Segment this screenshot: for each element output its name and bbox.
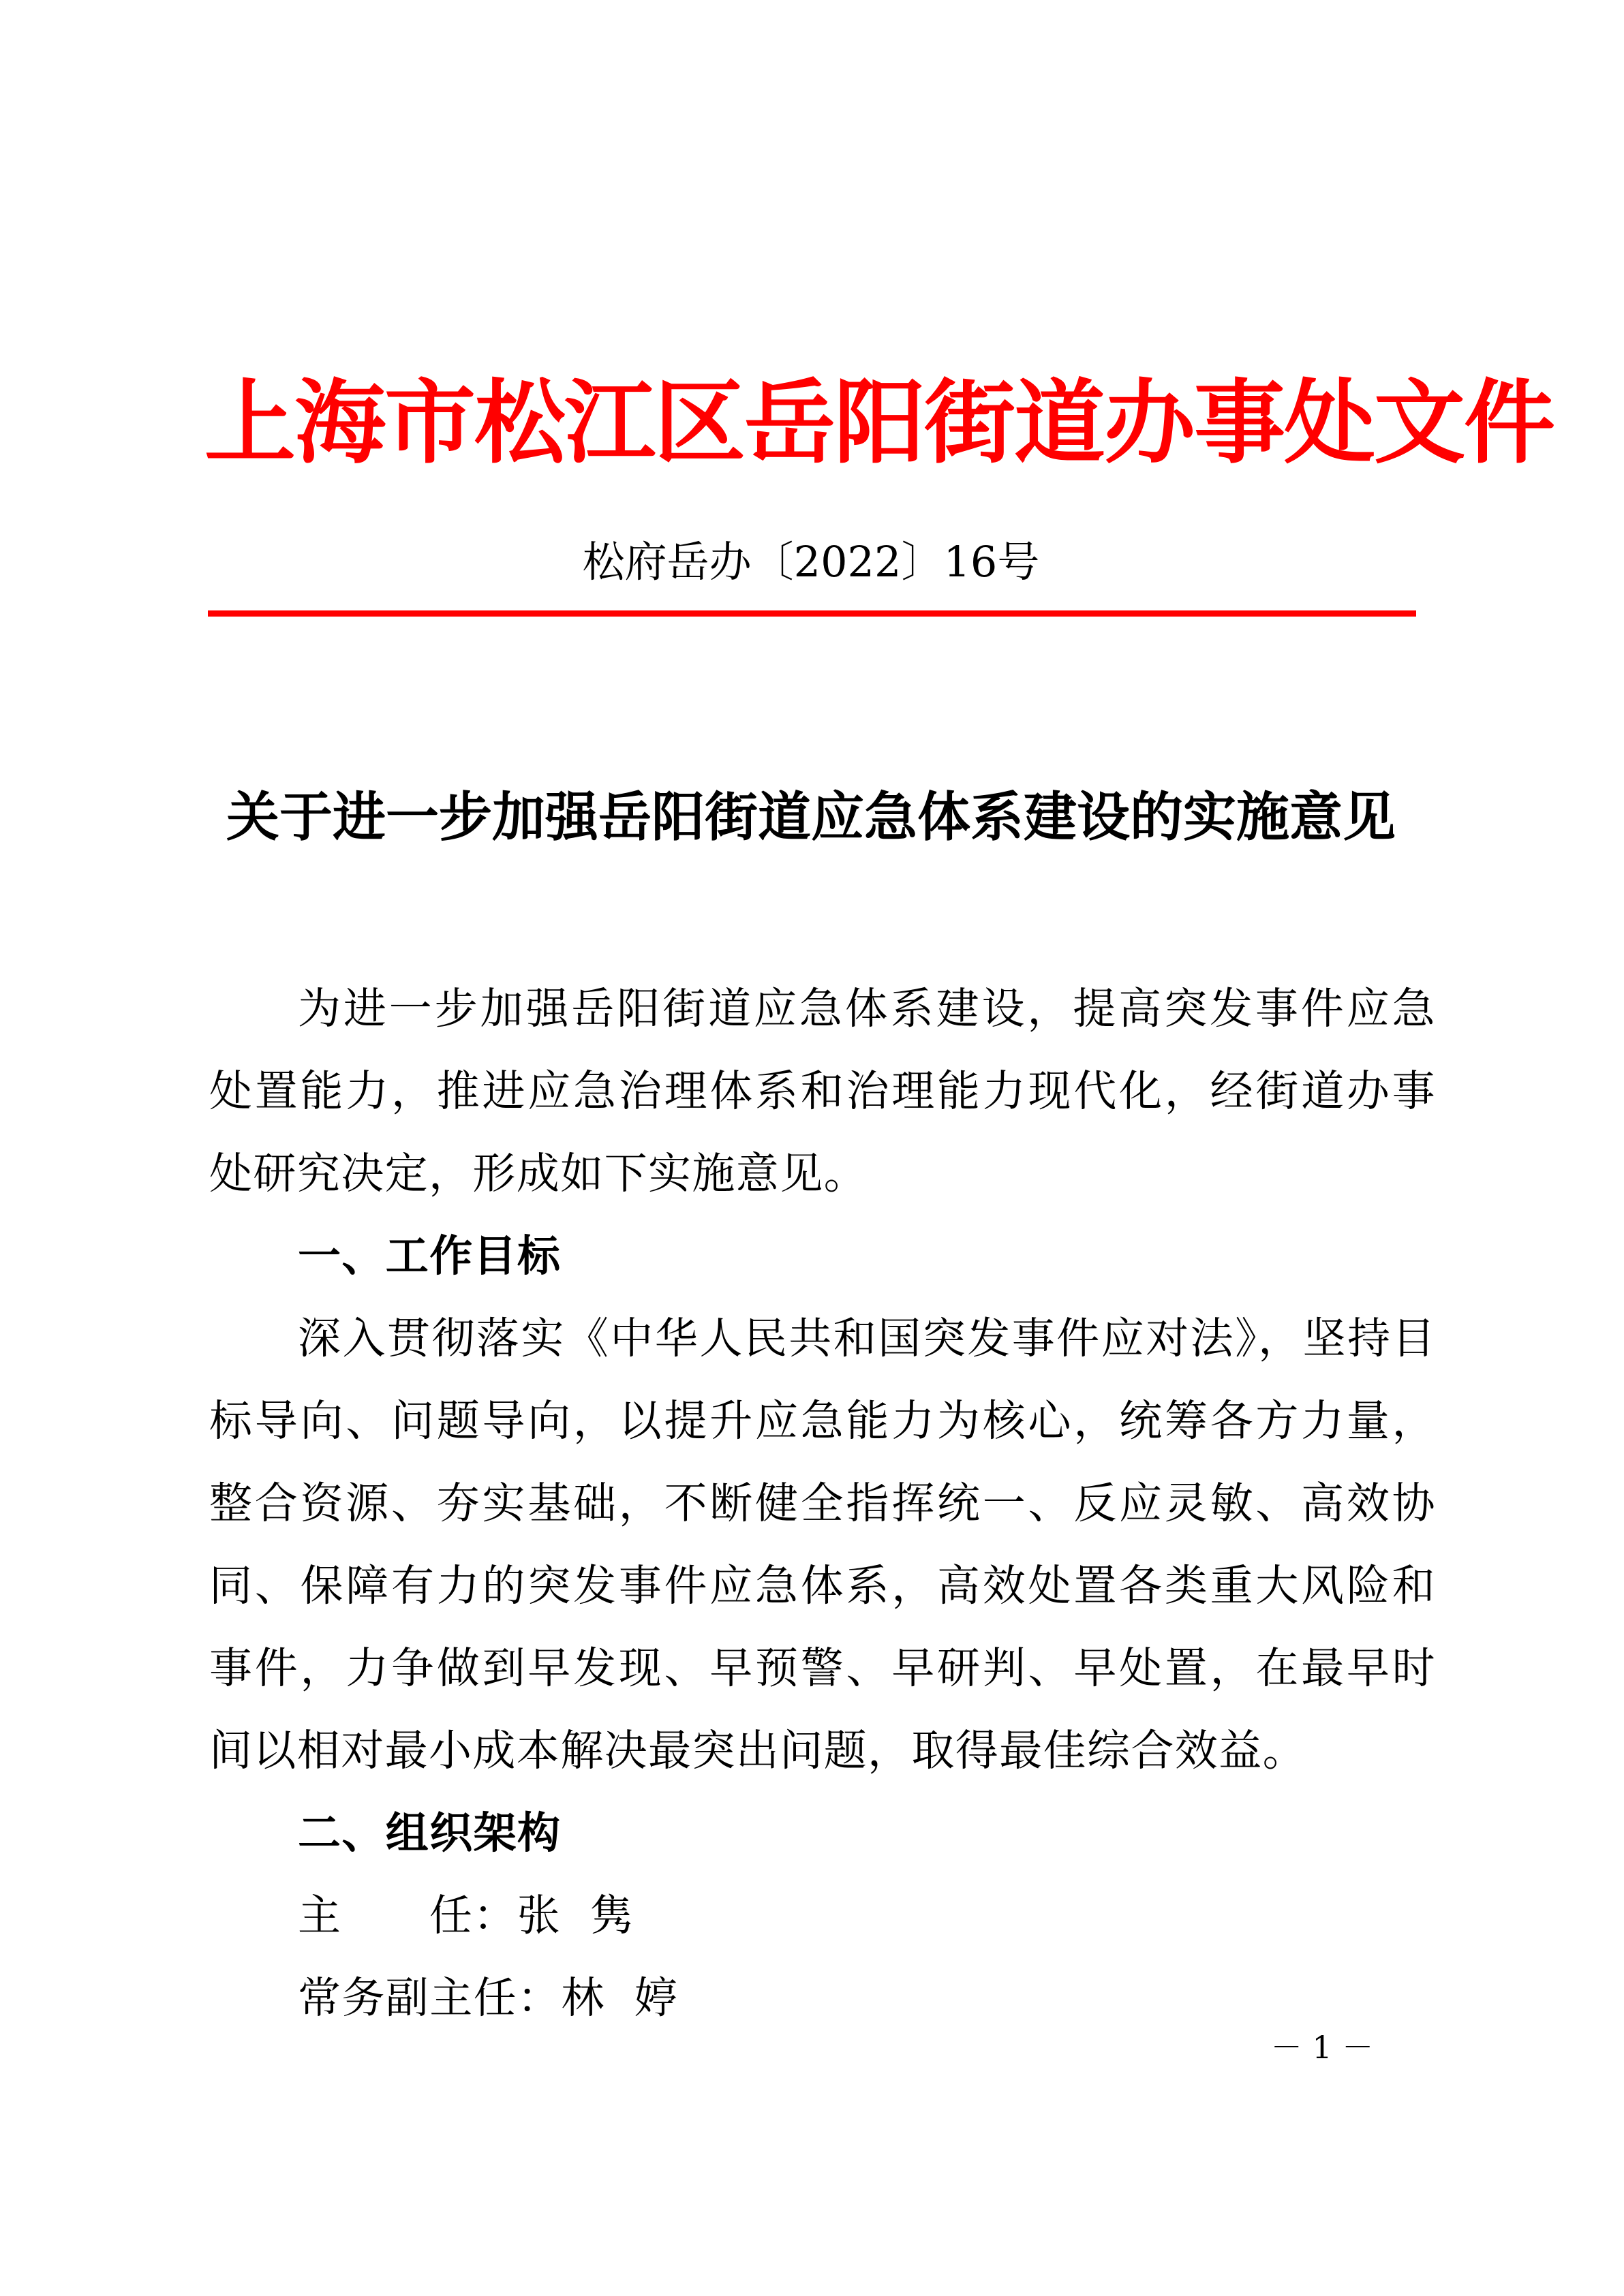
document-title: 关于进一步加强岳阳街道应急体系建设的实施意见 xyxy=(226,787,1396,848)
org-role: 常务副主任： xyxy=(298,1973,562,2023)
document-number: 松府岳办〔2022〕16号 xyxy=(582,537,1040,587)
goals-paragraph: 深入贯彻落实《中华人民共和国突发事件应对法》，坚持目标导向、问题导向，以提升应急能力为核心，统筹各方力量，整合资源、夯实基础，不断健全指挥统一、反应灵敏、高效协同、保障有力的突发事件应急体系，高效处置各类重大风险和事件，力争做到早发现、早预警、早研判、早处置，在最早时间以相对最小成本解决最突出问题，取得最佳综合效益。 xyxy=(209,1314,1436,1775)
org-member-row xyxy=(209,1957,1436,2039)
document-body xyxy=(209,967,1436,2039)
org-name: 张 隽 xyxy=(517,1891,634,1940)
org-name: 林 婷 xyxy=(561,1973,679,2023)
section-heading-organization: 二、组织架构 xyxy=(298,1808,562,1858)
section-heading-goals: 一、工作目标 xyxy=(298,1231,562,1281)
page-number: － 1 － xyxy=(1270,2029,1374,2066)
org-role: 主 任： xyxy=(298,1891,517,1940)
intro-paragraph: 为进一步加强岳阳街道应急体系建设，提高突发事件应急处置能力，推进应急治理体系和治理能力现代化，经街道办事处研究决定，形成如下实施意见。 xyxy=(209,984,1436,1198)
red-divider-line xyxy=(208,610,1416,617)
issuer-header: 上海市松江区岳阳街道办事处文件 xyxy=(204,369,1554,476)
org-member-row xyxy=(209,1874,1436,1957)
